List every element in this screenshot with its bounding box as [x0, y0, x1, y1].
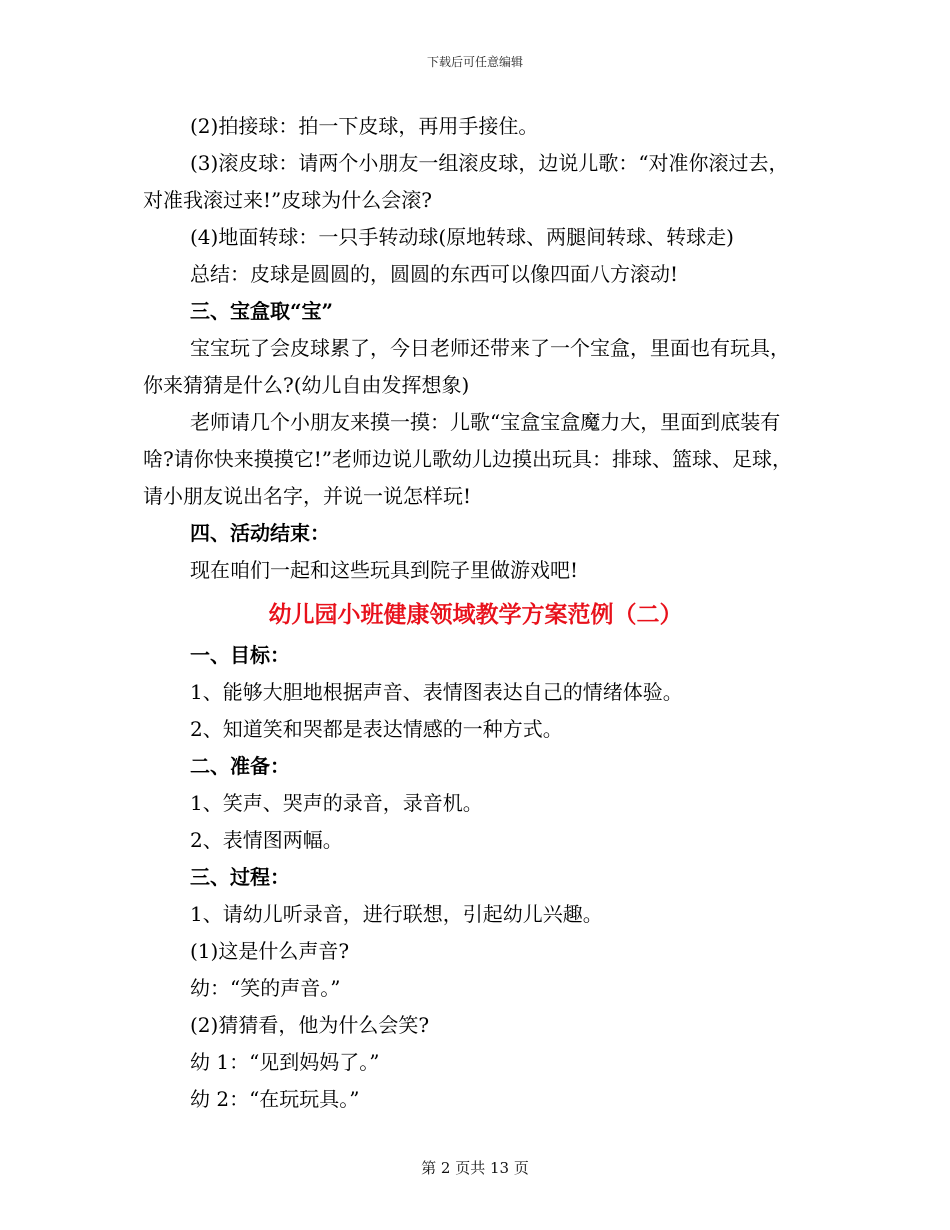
paragraph: (2)拍接球：拍一下皮球，再用手接住。: [190, 114, 539, 138]
paragraph: (2)猜猜看，他为什么会笑?: [190, 1013, 430, 1037]
document-body: [143, 108, 808, 1118]
paragraph: 1、请幼儿听录音，进行联想，引起幼儿兴趣。: [190, 902, 603, 926]
paragraph: (3)滚皮球：请两个小朋友一组滚皮球，边说儿歌：“对准你滚过去，对准我滚过来!”皮球为什么会滚?: [143, 151, 789, 212]
page-footer: 第 2 页共 13 页: [421, 1159, 529, 1177]
section-heading: 二、准备：: [190, 754, 290, 778]
section-heading: 四、活动结束：: [190, 521, 330, 545]
paragraph: 宝宝玩了会皮球累了，今日老师还带来了一个宝盒，里面也有玩具，你来猜猜是什么?(幼儿自由发挥想象): [143, 336, 790, 397]
section-heading: 三、宝盒取“宝”: [190, 299, 334, 323]
document-title: 幼儿园小班健康领域教学方案范例（二）: [268, 601, 683, 628]
paragraph: (1)这是什么声音?: [190, 939, 350, 963]
paragraph: 2、知道笑和哭都是表达情感的一种方式。: [190, 717, 563, 741]
paragraph: (4)地面转球：一只手转动球(原地转球、两腿间转球、转球走): [190, 225, 734, 249]
section-heading: 三、过程：: [190, 865, 290, 889]
paragraph: 幼 2：“在玩玩具。”: [190, 1087, 360, 1111]
page-header: 下载后可任意编辑: [426, 55, 523, 69]
paragraph: 现在咱们一起和这些玩具到院子里做游戏吧!: [190, 558, 579, 582]
paragraph: 总结：皮球是圆圆的，圆圆的东西可以像四面八方滚动!: [190, 262, 679, 286]
section-heading: 一、目标：: [190, 643, 290, 667]
paragraph: 老师请几个小朋友来摸一摸：儿歌“宝盒宝盒魔力大，里面到底装有啥?请你快来摸摸它!”老师边说儿歌幼儿边摸出玩具：排球、篮球、足球，请小朋友说出名字，并说一说怎样玩!: [143, 410, 792, 508]
paragraph: 幼 1：“见到妈妈了。”: [190, 1050, 380, 1074]
paragraph: 2、表情图两幅。: [190, 828, 343, 852]
paragraph: 1、笑声、哭声的录音，录音机。: [190, 791, 483, 815]
paragraph: 1、能够大胆地根据声音、表情图表达自己的情绪体验。: [190, 680, 683, 704]
paragraph: 幼：“笑的声音。”: [190, 976, 341, 1000]
